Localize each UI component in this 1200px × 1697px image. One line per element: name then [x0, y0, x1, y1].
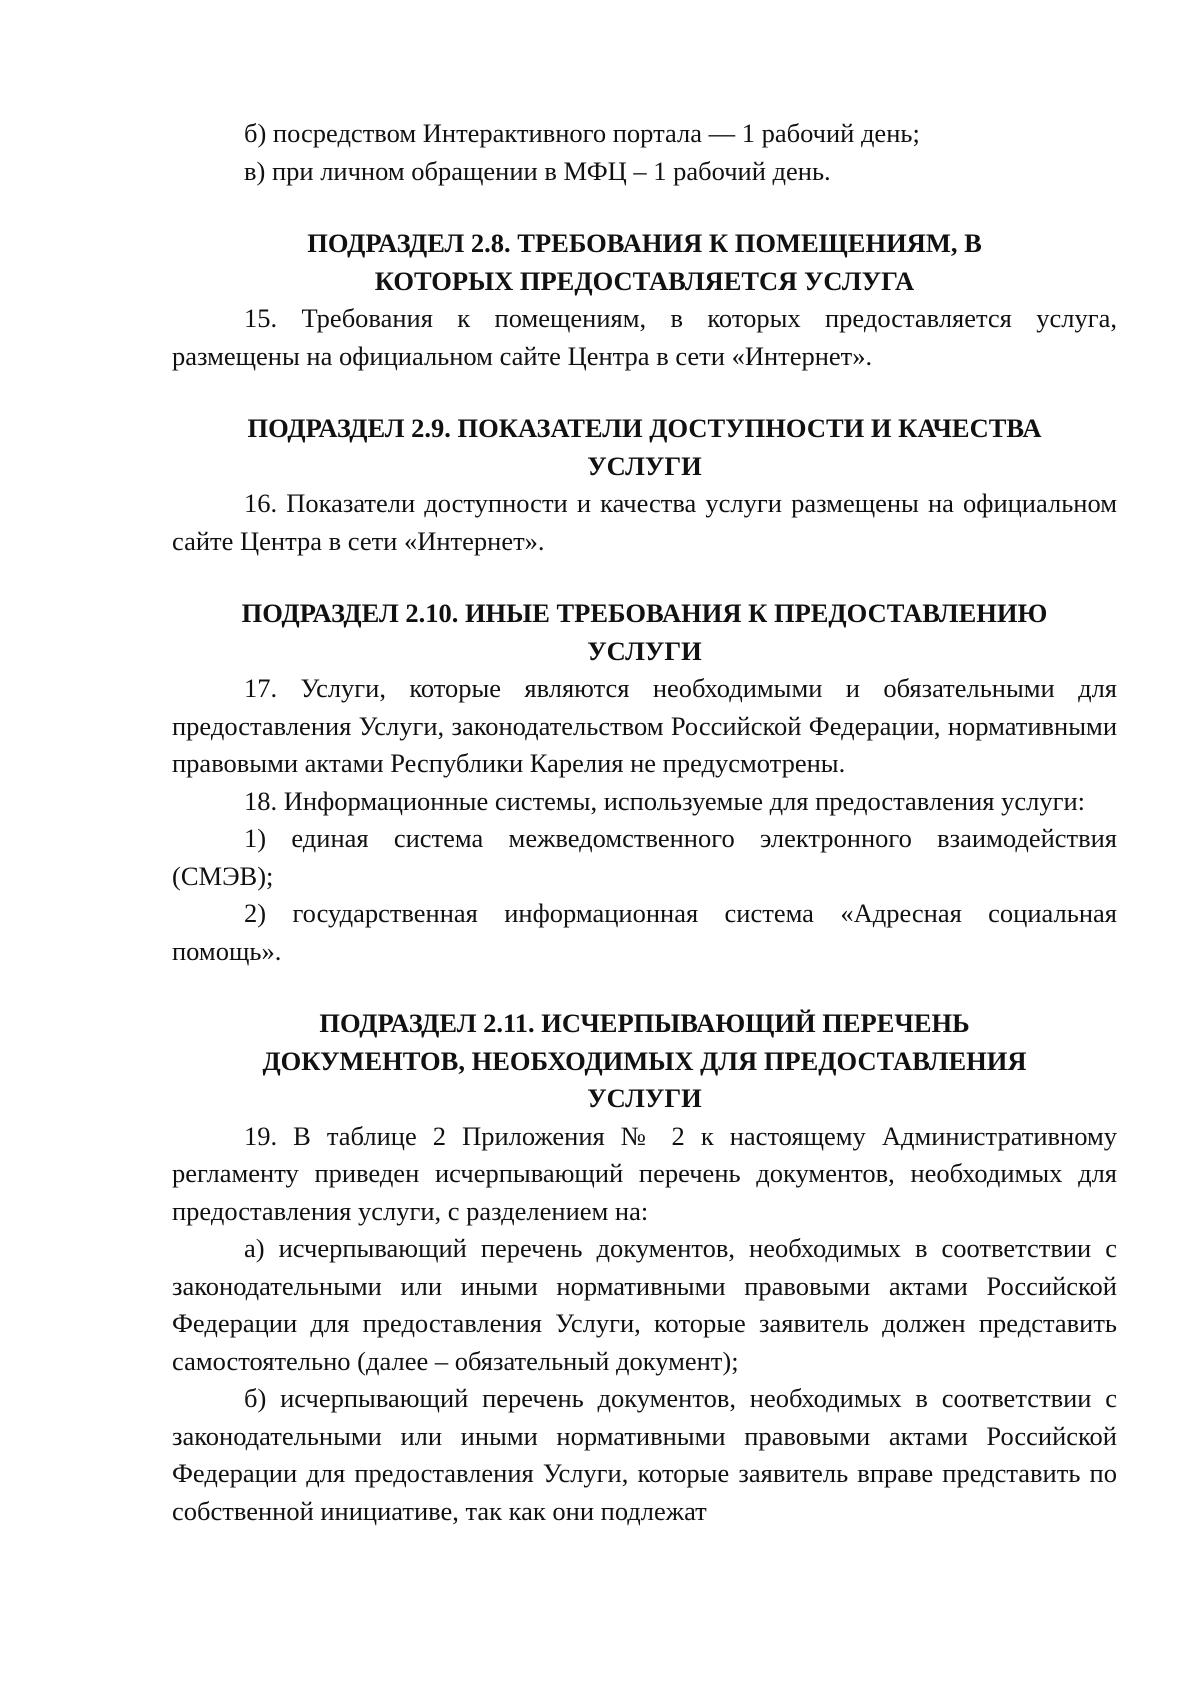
- heading-line: УСЛУГИ: [587, 450, 702, 481]
- section-heading-2-8: [172, 225, 1117, 300]
- paragraph-15: 15. Требования к помещениям, в которых предоставляется услуга, размещены на официальном сайте Центра в сети «Интернет».: [172, 303, 1117, 371]
- paragraph-16: 16. Показатели доступности и качества услуги размещены на официальном сайте Центра в сети «Интернет».: [172, 488, 1117, 556]
- document-page: [172, 115, 1117, 1530]
- section-heading-2-10: [172, 595, 1117, 670]
- heading-line: ПОДРАЗДЕЛ 2.9. ПОКАЗАТЕЛИ ДОСТУПНОСТИ И КАЧЕСТВА: [247, 413, 1042, 443]
- paragraph-19: 19. В таблице 2 Приложения № 2 к настоящему Административному регламенту приведен исчерпывающий перечень документов, необходимых для предоставления услуги, с разделением на:: [172, 1120, 1117, 1226]
- paragraph-18: 18. Информационные системы, используемые для предоставления услуги:: [244, 785, 1086, 816]
- paragraph-19-item-a: а) исчерпывающий перечень документов, необходимых в соответствии с законодательными или иными нормативными правовыми актами Российской Федерации для предоставления Услуги, которые заявитель должен представить самостоятельно (далее – обязательный документ);: [172, 1233, 1117, 1376]
- heading-line: КОТОРЫХ ПРЕДОСТАВЛЯЕТСЯ УСЛУГА: [374, 265, 915, 296]
- heading-line: ПОДРАЗДЕЛ 2.10. ИНЫЕ ТРЕБОВАНИЯ К ПРЕДОСТАВЛЕНИЮ: [241, 598, 1048, 628]
- paragraph-19-item-b: б) исчерпывающий перечень документов, необходимых в соответствии с законодательными или иными нормативными правовыми актами Российской Федерации для предоставления Услуги, которые заявитель вправе представить по собственной инициативе, так как они подлежат: [172, 1383, 1117, 1526]
- paragraph-intro-b: б) посредством Интерактивного портала — 1 рабочий день;: [244, 118, 920, 148]
- section-heading-2-11: [172, 1005, 1117, 1118]
- heading-line: УСЛУГИ: [587, 1083, 702, 1113]
- paragraph-17: 17. Услуги, которые являются необходимыми и обязательными для предоставления Услуги, законодательством Российской Федерации, нормативными правовыми актами Республики Карелия не предусмотрены.: [172, 673, 1117, 778]
- heading-line: УСЛУГИ: [587, 635, 702, 666]
- heading-line: ПОДРАЗДЕЛ 2.11. ИСЧЕРПЫВАЮЩИЙ ПЕРЕЧЕНЬ: [319, 1008, 970, 1038]
- paragraph-18-item-1: 1) единая система межведомственного электронного взаимодействия (СМЭВ);: [172, 823, 1117, 891]
- section-heading-2-9: [172, 410, 1117, 485]
- heading-line: ДОКУМЕНТОВ, НЕОБХОДИМЫХ ДЛЯ ПРЕДОСТАВЛЕНИЯ: [262, 1045, 1027, 1076]
- paragraph-intro-v: в) при личном обращении в МФЦ – 1 рабочий день.: [244, 155, 831, 186]
- heading-line: ПОДРАЗДЕЛ 2.8. ТРЕБОВАНИЯ К ПОМЕЩЕНИЯМ, В: [307, 228, 982, 258]
- paragraph-18-item-2: 2) государственная информационная система «Адресная социальная помощь».: [172, 898, 1117, 966]
